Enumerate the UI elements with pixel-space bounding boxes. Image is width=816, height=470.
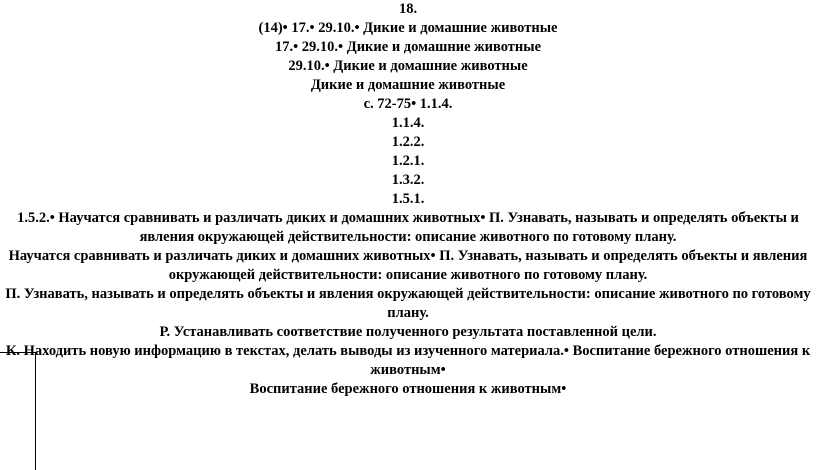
table-border-fragment <box>0 352 36 470</box>
text-paragraph: Р. Устанавливать соответствие полученного результата поставленной цели. <box>159 324 657 340</box>
lesson-number: 18. <box>398 1 418 17</box>
text-paragraph: Воспитание бережного отношения к животным• <box>249 381 567 397</box>
text-line: 17.• 29.10.• Дикие и домашние животные <box>274 39 542 55</box>
text-paragraph: 1.5.2.• Научатся сравнивать и различать диких и домашних животных• П. Узнавать, называть и определять объекты и явления окружающей действительности: описание животного по готовому плану. <box>17 210 799 245</box>
code-line: 1.5.1. <box>391 191 425 207</box>
text-paragraph: К. Находить новую информацию в текстах, делать выводы из изученного материала.• Воспитание бережного отношения к животным• <box>5 343 811 378</box>
text-line: 29.10.• Дикие и домашние животные <box>288 58 528 74</box>
code-line: 1.2.1. <box>391 153 425 169</box>
text-paragraph: П. Узнавать, называть и определять объекты и явления окружающей действительности: описание животного по готовому плану. <box>5 286 811 321</box>
page-reference: с. 72-75• 1.1.4. <box>363 96 453 112</box>
code-line: 1.3.2. <box>391 172 425 188</box>
code-line: 1.2.2. <box>391 134 425 150</box>
code-line: 1.1.4. <box>391 115 425 131</box>
lesson-topic: Дикие и домашние животные <box>310 77 506 93</box>
text-line: (14)• 17.• 29.10.• Дикие и домашние животные <box>258 20 558 36</box>
text-paragraph: Научатся сравнивать и различать диких и домашних животных• П. Узнавать, называть и определять объекты и явления окружающей действительности: описание животного по готовому плану. <box>8 248 808 283</box>
